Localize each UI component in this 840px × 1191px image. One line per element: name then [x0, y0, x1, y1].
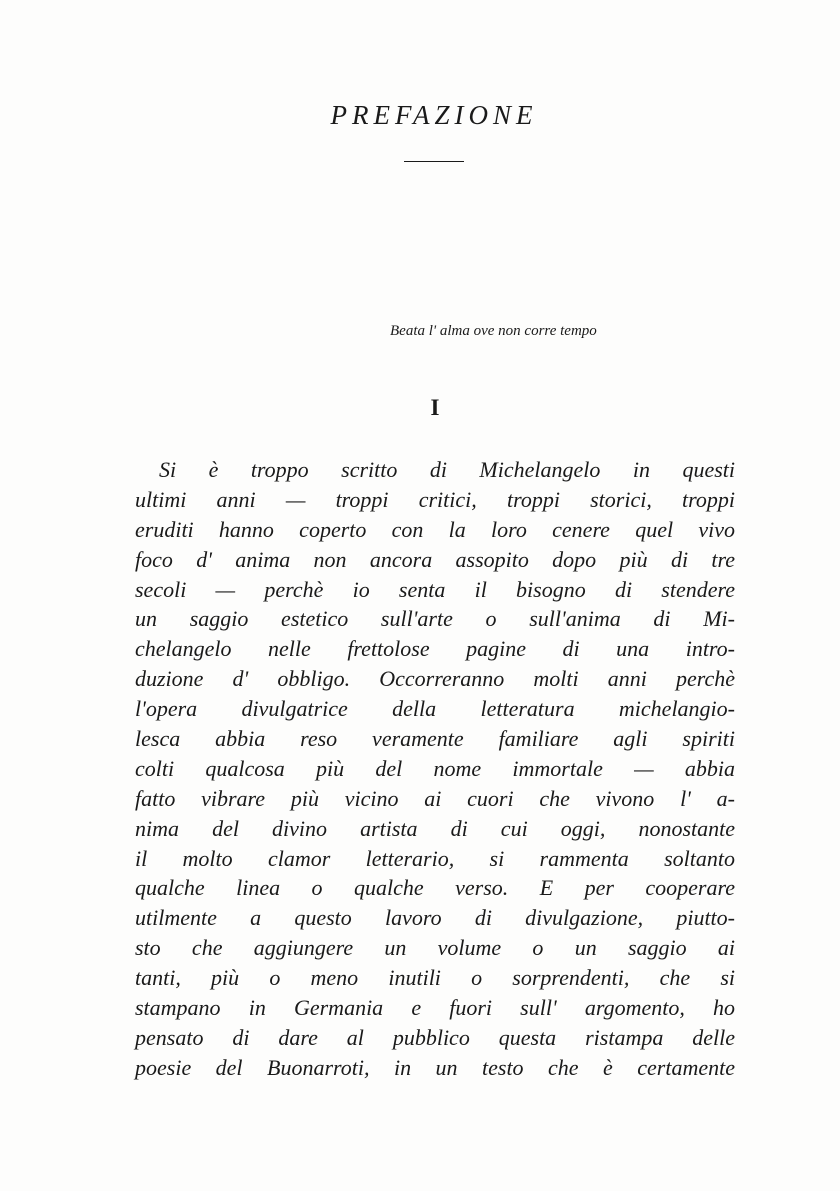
- text-line: chelangelo nelle frettolose pagine di una intro-: [135, 636, 735, 662]
- page-title: PREFAZIONE: [330, 100, 538, 130]
- text-line: sto che aggiungere un volume o un saggio ai: [135, 935, 735, 961]
- text-line: un saggio estetico sull'arte o sull'anima di Mi-: [135, 606, 735, 632]
- text-line: nima del divino artista di cui oggi, nonostante: [135, 815, 735, 841]
- text-line: lesca abbia reso veramente familiare agli spiriti: [135, 726, 735, 752]
- text-line: fatto vibrare più vicino ai cuori che vivono l' a-: [135, 785, 735, 811]
- epigraph: Beata l' alma ove non corre tempo: [390, 323, 597, 339]
- text-line: poesie del Buonarroti, in un testo che è certamente: [135, 1054, 735, 1080]
- text-line: stampano in Germania e fuori sull' argomento, ho: [135, 995, 735, 1021]
- text-line: Si è troppo scritto di Michelangelo in questi: [159, 457, 735, 482]
- section-number: I: [430, 395, 440, 420]
- text-line: duzione d' obbligo. Occorreranno molti anni perchè: [135, 666, 735, 692]
- text-line: qualche linea o qualche verso. E per cooperare: [135, 875, 735, 901]
- text-line: utilmente a questo lavoro di divulgazione, piutto-: [135, 905, 735, 931]
- body-paragraph: [135, 455, 735, 1083]
- text-line: tanti, più o meno inutili o sorprendenti, che si: [135, 965, 735, 991]
- text-line: eruditi hanno coperto con la loro cenere quel vivo: [135, 516, 735, 542]
- title-underline: [404, 161, 464, 162]
- text-line: l'opera divulgatrice della letteratura michelangio-: [135, 696, 735, 722]
- text-line: pensato di dare al pubblico questa ristampa delle: [135, 1024, 735, 1050]
- text-line: colti qualcosa più del nome immortale — abbia: [135, 755, 735, 781]
- text-line: foco d' anima non ancora assopito dopo più di tre: [135, 546, 735, 572]
- text-line: secoli — perchè io senta il bisogno di stendere: [135, 576, 735, 602]
- text-line: il molto clamor letterario, si rammenta soltanto: [135, 845, 735, 871]
- text-line: ultimi anni — troppi critici, troppi storici, troppi: [135, 486, 735, 512]
